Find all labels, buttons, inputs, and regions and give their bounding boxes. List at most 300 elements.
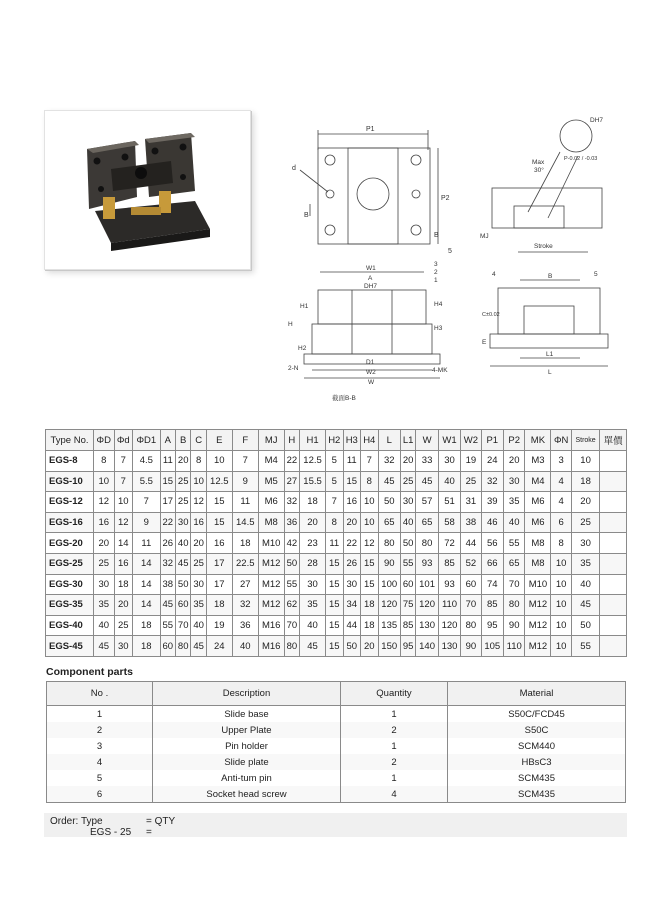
spec-header-cell: F <box>232 430 258 451</box>
component-no: 5 <box>47 770 153 786</box>
spec-header-cell: A <box>160 430 175 451</box>
spec-value-cell: 10 <box>206 451 232 472</box>
spec-value-cell: 17 <box>206 574 232 595</box>
spec-value-cell: 110 <box>438 595 460 616</box>
spec-value-cell: 18 <box>114 574 132 595</box>
spec-value-cell: M4 <box>258 451 284 472</box>
component-row <box>47 786 626 803</box>
spec-value-cell: 10 <box>114 492 132 513</box>
spec-value-cell: 12 <box>191 492 206 513</box>
spec-value-cell: 19 <box>461 451 481 472</box>
spec-value-cell: 10 <box>361 512 379 533</box>
spec-value-cell: 19 <box>206 615 232 636</box>
spec-value-cell <box>600 574 627 595</box>
component-description: Pin holder <box>153 738 341 754</box>
spec-value-cell: 74 <box>481 574 503 595</box>
component-row <box>47 754 626 770</box>
spec-value-cell: 36 <box>232 615 258 636</box>
spec-value-cell: 140 <box>416 636 438 657</box>
spec-value-cell: 25 <box>94 553 115 574</box>
label-mj: MJ <box>480 233 489 240</box>
spec-value-cell: 30 <box>438 451 460 472</box>
spec-value-cell: 18 <box>300 492 326 513</box>
spec-value-cell: 8 <box>94 451 115 472</box>
spec-value-cell: 15 <box>326 636 344 657</box>
spec-value-cell: 5 <box>326 471 344 492</box>
drawing-top-view <box>288 120 463 260</box>
spec-table-row <box>46 636 627 657</box>
spec-value-cell: 40 <box>176 533 191 554</box>
spec-type-cell: EGS-30 <box>46 574 94 595</box>
spec-table-header-row <box>46 430 627 451</box>
spec-value-cell <box>600 553 627 574</box>
spec-value-cell: M12 <box>258 595 284 616</box>
spec-value-cell: 20 <box>361 636 379 657</box>
spec-value-cell: 27 <box>284 471 299 492</box>
order-example-eq: = <box>146 827 152 838</box>
spec-value-cell: 6 <box>551 512 572 533</box>
spec-value-cell: 27 <box>232 574 258 595</box>
label-h1: H1 <box>300 303 309 310</box>
label-b: B <box>304 212 309 219</box>
spec-value-cell: 3 <box>551 451 572 472</box>
spec-value-cell: 50 <box>343 636 361 657</box>
spec-value-cell: 30 <box>191 574 206 595</box>
spec-value-cell: 16 <box>94 512 115 533</box>
component-quantity: 1 <box>341 770 448 786</box>
label-h2: H2 <box>298 345 307 352</box>
spec-header-cell: E <box>206 430 232 451</box>
spec-value-cell: M6 <box>525 512 551 533</box>
label-dh7: DH7 <box>590 117 604 124</box>
spec-value-cell: 30 <box>400 492 415 513</box>
spec-value-cell: 80 <box>503 595 525 616</box>
spec-value-cell: 18 <box>232 533 258 554</box>
spec-value-cell: 9 <box>232 471 258 492</box>
product-photo <box>44 110 251 270</box>
spec-value-cell: 23 <box>300 533 326 554</box>
spec-value-cell: 4 <box>551 492 572 513</box>
spec-value-cell: 5 <box>326 451 344 472</box>
spec-value-cell: 20 <box>400 451 415 472</box>
spec-value-cell: 93 <box>438 574 460 595</box>
spec-header-cell: L <box>378 430 400 451</box>
spec-value-cell: 24 <box>206 636 232 657</box>
spec-value-cell: 55 <box>571 636 599 657</box>
label-d1: D1 <box>366 359 375 366</box>
spec-value-cell: 28 <box>300 553 326 574</box>
label-callout-1: 1 <box>434 277 438 284</box>
spec-table-row <box>46 574 627 595</box>
spec-table-row <box>46 492 627 513</box>
spec-value-cell: 35 <box>191 595 206 616</box>
spec-value-cell: 38 <box>461 512 481 533</box>
spec-value-cell: 16 <box>206 533 232 554</box>
spec-value-cell: 135 <box>378 615 400 636</box>
component-no: 2 <box>47 722 153 738</box>
order-qty: = QTY <box>146 816 176 827</box>
spec-header-cell: C <box>191 430 206 451</box>
label-l: L <box>548 369 552 376</box>
spec-header-cell: ΦD <box>94 430 115 451</box>
spec-value-cell: 25 <box>114 615 132 636</box>
spec-value-cell: 93 <box>416 553 438 574</box>
spec-value-cell: 70 <box>176 615 191 636</box>
label-callout-4: 4 <box>492 271 496 278</box>
spec-value-cell: 18 <box>133 636 161 657</box>
spec-value-cell: 12 <box>94 492 115 513</box>
spec-value-cell: 8 <box>326 512 344 533</box>
spec-value-cell: 100 <box>378 574 400 595</box>
spec-value-cell: 120 <box>378 595 400 616</box>
spec-value-cell: 44 <box>461 533 481 554</box>
component-material: SCM435 <box>448 786 626 803</box>
component-row <box>47 738 626 754</box>
spec-value-cell: 80 <box>176 636 191 657</box>
spec-value-cell: M8 <box>525 553 551 574</box>
spec-value-cell: 40 <box>94 615 115 636</box>
spec-value-cell: M16 <box>258 636 284 657</box>
spec-value-cell: 10 <box>551 553 572 574</box>
spec-value-cell: 20 <box>343 512 361 533</box>
spec-value-cell: 22.5 <box>232 553 258 574</box>
spec-value-cell: 50 <box>400 533 415 554</box>
spec-value-cell: 15 <box>160 471 175 492</box>
order-box <box>44 813 627 837</box>
spec-header-cell: H4 <box>361 430 379 451</box>
spec-value-cell: 18 <box>206 595 232 616</box>
spec-value-cell: 18 <box>361 595 379 616</box>
component-quantity: 2 <box>341 722 448 738</box>
label-l1: L1 <box>546 351 554 358</box>
label-w: W <box>368 379 375 386</box>
spec-value-cell: 20 <box>94 533 115 554</box>
spec-value-cell: 15 <box>206 492 232 513</box>
spec-type-cell: EGS-40 <box>46 615 94 636</box>
spec-value-cell: 22 <box>343 533 361 554</box>
spec-value-cell: M12 <box>525 636 551 657</box>
spec-value-cell: 130 <box>438 636 460 657</box>
spec-value-cell: 20 <box>114 595 132 616</box>
spec-value-cell: 42 <box>284 533 299 554</box>
drawing-side-view <box>478 112 618 260</box>
spec-value-cell: 101 <box>416 574 438 595</box>
drawing-section-view <box>282 260 452 405</box>
spec-value-cell <box>600 595 627 616</box>
components-table-body <box>47 706 626 803</box>
label-callout-5-right: 5 <box>594 271 598 278</box>
spec-value-cell: 60 <box>160 636 175 657</box>
spec-type-cell: EGS-25 <box>46 553 94 574</box>
spec-value-cell: 7 <box>326 492 344 513</box>
spec-value-cell: 30 <box>94 574 115 595</box>
spec-value-cell: 70 <box>461 595 481 616</box>
components-header-no: No . <box>47 682 153 706</box>
spec-value-cell: 18 <box>571 471 599 492</box>
label-w2: W2 <box>366 369 376 376</box>
spec-value-cell: 38 <box>160 574 175 595</box>
spec-value-cell: M8 <box>258 512 284 533</box>
spec-value-cell: M4 <box>525 471 551 492</box>
spec-value-cell: 25 <box>176 492 191 513</box>
spec-value-cell: 30 <box>114 636 132 657</box>
spec-value-cell: 45 <box>160 595 175 616</box>
spec-value-cell <box>600 615 627 636</box>
spec-header-cell: MJ <box>258 430 284 451</box>
spec-value-cell: 80 <box>461 615 481 636</box>
label-p-tolerance: P-0.02 / -0.03 <box>564 156 598 162</box>
component-no: 3 <box>47 738 153 754</box>
spec-value-cell: 55 <box>503 533 525 554</box>
spec-header-cell: H2 <box>326 430 344 451</box>
spec-value-cell: 11 <box>160 451 175 472</box>
components-title: Component parts <box>46 666 133 678</box>
spec-value-cell: 18 <box>361 615 379 636</box>
spec-table-row <box>46 553 627 574</box>
spec-table <box>45 429 627 657</box>
spec-value-cell: 57 <box>416 492 438 513</box>
spec-value-cell: 10 <box>551 615 572 636</box>
label-p1: P1 <box>366 126 375 133</box>
component-material: HBsC3 <box>448 754 626 770</box>
spec-value-cell: 66 <box>481 553 503 574</box>
component-material: SCM440 <box>448 738 626 754</box>
spec-value-cell: 14.5 <box>232 512 258 533</box>
spec-value-cell: 46 <box>481 512 503 533</box>
spec-value-cell: 17 <box>160 492 175 513</box>
spec-value-cell: 45 <box>378 471 400 492</box>
spec-value-cell: 90 <box>461 636 481 657</box>
spec-value-cell: 10 <box>191 471 206 492</box>
spec-value-cell: 7 <box>133 492 161 513</box>
spec-value-cell: 11 <box>343 451 361 472</box>
component-no: 4 <box>47 754 153 770</box>
component-quantity: 1 <box>341 706 448 723</box>
spec-value-cell: 85 <box>400 615 415 636</box>
spec-value-cell: 80 <box>284 636 299 657</box>
spec-value-cell: 11 <box>326 533 344 554</box>
spec-value-cell: 20 <box>503 451 525 472</box>
spec-value-cell: 15 <box>326 595 344 616</box>
spec-value-cell: 11 <box>232 492 258 513</box>
spec-value-cell <box>600 533 627 554</box>
spec-value-cell: 120 <box>416 595 438 616</box>
component-quantity: 1 <box>341 738 448 754</box>
spec-value-cell: 30 <box>571 533 599 554</box>
spec-value-cell: 50 <box>571 615 599 636</box>
spec-value-cell: M10 <box>525 574 551 595</box>
spec-value-cell: 65 <box>416 512 438 533</box>
spec-type-cell: EGS-20 <box>46 533 94 554</box>
label-d: d <box>292 165 296 172</box>
spec-header-cell: P2 <box>503 430 525 451</box>
spec-value-cell: 50 <box>378 492 400 513</box>
spec-value-cell: 8 <box>191 451 206 472</box>
spec-value-cell: 95 <box>481 615 503 636</box>
spec-value-cell: 70 <box>503 574 525 595</box>
spec-value-cell: 15 <box>326 574 344 595</box>
spec-value-cell: 40 <box>438 471 460 492</box>
spec-value-cell <box>600 512 627 533</box>
spec-value-cell: 15 <box>326 615 344 636</box>
spec-table-row <box>46 615 627 636</box>
spec-value-cell: 80 <box>416 533 438 554</box>
spec-value-cell: M12 <box>258 553 284 574</box>
spec-header-cell: ΦN <box>551 430 572 451</box>
spec-value-cell: 30 <box>343 574 361 595</box>
components-header-description: Description <box>153 682 341 706</box>
spec-header-cell: ΦD1 <box>133 430 161 451</box>
spec-value-cell: 45 <box>94 636 115 657</box>
spec-value-cell: 40 <box>191 615 206 636</box>
spec-value-cell: 35 <box>94 595 115 616</box>
component-material: SCM435 <box>448 770 626 786</box>
spec-value-cell: 50 <box>176 574 191 595</box>
spec-value-cell: 7 <box>232 451 258 472</box>
spec-value-cell: 60 <box>176 595 191 616</box>
spec-value-cell: 40 <box>300 615 326 636</box>
spec-table-row <box>46 512 627 533</box>
spec-value-cell: 110 <box>503 636 525 657</box>
spec-value-cell <box>600 471 627 492</box>
spec-value-cell: 35 <box>503 492 525 513</box>
component-no: 1 <box>47 706 153 723</box>
spec-header-cell: H3 <box>343 430 361 451</box>
spec-value-cell: 105 <box>481 636 503 657</box>
section-caption: 截面B-B <box>332 395 356 402</box>
spec-table-row <box>46 533 627 554</box>
spec-header-cell: Φd <box>114 430 132 451</box>
spec-value-cell <box>600 451 627 472</box>
label-h: H <box>288 321 293 328</box>
label-callout-3: 3 <box>434 261 438 268</box>
spec-type-cell: EGS-16 <box>46 512 94 533</box>
spec-value-cell: 15 <box>361 553 379 574</box>
spec-header-cell: W2 <box>461 430 481 451</box>
spec-value-cell: 26 <box>343 553 361 574</box>
spec-value-cell: 45 <box>416 471 438 492</box>
spec-value-cell: 120 <box>438 615 460 636</box>
spec-table-row <box>46 595 627 616</box>
label-angle: 30° <box>534 167 544 174</box>
spec-value-cell: 15 <box>361 574 379 595</box>
spec-value-cell: 10 <box>361 492 379 513</box>
spec-value-cell: 36 <box>284 512 299 533</box>
spec-header-cell: B <box>176 430 191 451</box>
spec-value-cell: 95 <box>400 636 415 657</box>
spec-header-cell: P1 <box>481 430 503 451</box>
spec-value-cell: 15.5 <box>300 471 326 492</box>
spec-value-cell: 70 <box>284 615 299 636</box>
spec-value-cell: 40 <box>503 512 525 533</box>
order-example: EGS - 25 <box>90 827 132 838</box>
spec-value-cell: 5.5 <box>133 471 161 492</box>
spec-value-cell: 14 <box>133 574 161 595</box>
spec-value-cell: 30 <box>176 512 191 533</box>
spec-value-cell: 7 <box>114 451 132 472</box>
spec-value-cell: 44 <box>343 615 361 636</box>
spec-value-cell: 150 <box>378 636 400 657</box>
spec-value-cell: 56 <box>481 533 503 554</box>
product-photo-image <box>45 111 250 269</box>
spec-value-cell: 14 <box>114 533 132 554</box>
spec-value-cell: 20 <box>176 451 191 472</box>
component-material: S50C <box>448 722 626 738</box>
spec-header-cell: L1 <box>400 430 415 451</box>
spec-value-cell: 35 <box>571 553 599 574</box>
spec-value-cell: 11 <box>133 533 161 554</box>
spec-value-cell: 9 <box>133 512 161 533</box>
component-no: 6 <box>47 786 153 803</box>
spec-value-cell: 4.5 <box>133 451 161 472</box>
spec-table-row <box>46 471 627 492</box>
spec-value-cell: 55 <box>400 553 415 574</box>
spec-value-cell: 20 <box>571 492 599 513</box>
spec-value-cell: 39 <box>481 492 503 513</box>
spec-value-cell: 31 <box>461 492 481 513</box>
spec-value-cell: 32 <box>378 451 400 472</box>
spec-value-cell: M8 <box>525 533 551 554</box>
spec-value-cell: 30 <box>503 471 525 492</box>
component-row <box>47 770 626 786</box>
spec-value-cell: 72 <box>438 533 460 554</box>
spec-value-cell: 62 <box>284 595 299 616</box>
spec-value-cell: 10 <box>551 574 572 595</box>
spec-value-cell: 45 <box>300 636 326 657</box>
spec-value-cell: 90 <box>378 553 400 574</box>
label-callout-5: 5 <box>448 248 452 255</box>
spec-value-cell <box>600 636 627 657</box>
spec-value-cell: 58 <box>438 512 460 533</box>
spec-value-cell: 20 <box>300 512 326 533</box>
spec-value-cell: M16 <box>258 615 284 636</box>
spec-type-cell: EGS-45 <box>46 636 94 657</box>
spec-value-cell: 10 <box>551 595 572 616</box>
spec-table-body <box>46 451 627 657</box>
spec-value-cell: 45 <box>191 636 206 657</box>
spec-value-cell: 16 <box>191 512 206 533</box>
spec-value-cell: 25 <box>191 553 206 574</box>
spec-value-cell: 7 <box>114 471 132 492</box>
spec-value-cell: M12 <box>525 595 551 616</box>
label-callout-2: 2 <box>434 269 438 276</box>
spec-value-cell: 32 <box>481 471 503 492</box>
spec-value-cell: 10 <box>571 451 599 472</box>
spec-value-cell: 33 <box>416 451 438 472</box>
spec-value-cell: 55 <box>160 615 175 636</box>
components-header-quantity: Quantity <box>341 682 448 706</box>
spec-value-cell: 15 <box>326 553 344 574</box>
spec-value-cell: M12 <box>258 574 284 595</box>
spec-value-cell: 80 <box>378 533 400 554</box>
spec-type-cell: EGS-12 <box>46 492 94 513</box>
spec-value-cell: M6 <box>258 492 284 513</box>
spec-value-cell: 12 <box>361 533 379 554</box>
label-a: A <box>368 275 373 282</box>
spec-value-cell: 32 <box>160 553 175 574</box>
component-description: Anti-tum pin <box>153 770 341 786</box>
spec-value-cell: 45 <box>176 553 191 574</box>
spec-type-cell: EGS-8 <box>46 451 94 472</box>
label-c: C±0.02 <box>482 312 500 318</box>
spec-value-cell: 7 <box>361 451 379 472</box>
spec-value-cell: 85 <box>438 553 460 574</box>
label-p2: P2 <box>441 195 450 202</box>
label-max: Max <box>532 159 545 166</box>
spec-value-cell: 16 <box>343 492 361 513</box>
component-description: Slide base <box>153 706 341 723</box>
order-label: Order: Type <box>50 816 103 827</box>
